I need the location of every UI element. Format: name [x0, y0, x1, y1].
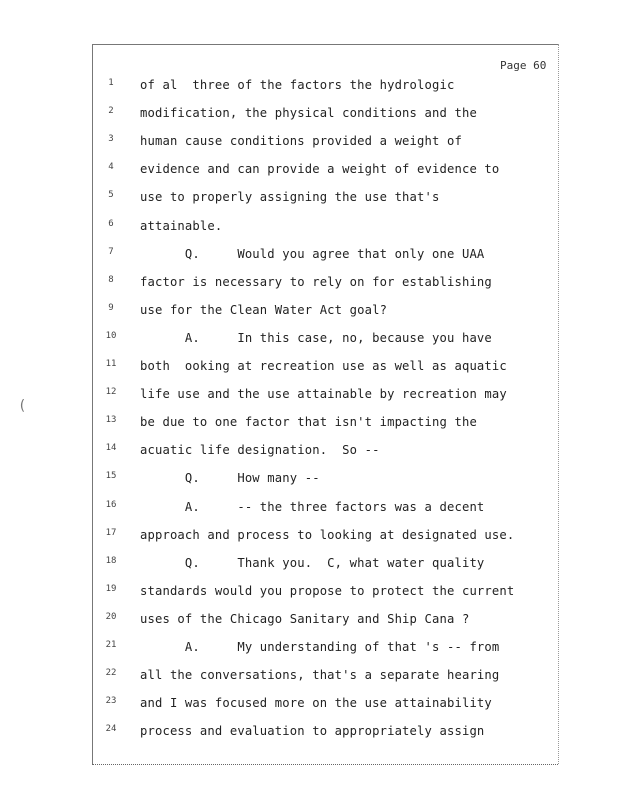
line-text: evidence and can provide a weight of evidence to [140, 162, 500, 177]
line-text: approach and process to looking at designated use. [140, 527, 515, 542]
line-number: 6 [108, 218, 114, 229]
line-number: 14 [105, 443, 117, 454]
line-number: 13 [105, 415, 117, 426]
transcript-line [100, 106, 555, 126]
line-text: all the conversations, that's a separate hearing [140, 668, 500, 683]
line-text: Q. How many -- [140, 471, 320, 486]
top-border [92, 44, 558, 45]
transcript-line [100, 500, 555, 520]
transcript-line [100, 584, 555, 604]
transcript-line [100, 443, 555, 463]
line-number: 10 [105, 330, 117, 341]
line-number: 1 [108, 78, 114, 88]
margin-mark: ( [18, 398, 27, 414]
transcript-line [100, 668, 555, 688]
transcript-line [100, 724, 555, 744]
line-number: 5 [108, 190, 114, 201]
line-number: 2 [108, 106, 114, 117]
line-number: 22 [105, 668, 117, 679]
line-number: 17 [105, 527, 117, 538]
line-number: 7 [108, 246, 114, 257]
transcript-line [100, 640, 555, 660]
right-margin-rule [558, 44, 559, 764]
line-number: 21 [105, 640, 117, 650]
line-number: 19 [105, 583, 117, 594]
line-number: 16 [105, 499, 117, 510]
transcript-line [100, 331, 555, 351]
transcript-line [100, 78, 555, 98]
line-text: A. In this case, no, because you have [140, 330, 492, 345]
line-text: acuatic life designation. So -- [140, 443, 380, 458]
transcript-line [100, 359, 555, 379]
line-number: 4 [108, 162, 114, 173]
line-text: attainable. [140, 218, 223, 233]
line-text: both ooking at recreation use as well as aquatic [140, 359, 507, 373]
transcript-line [100, 387, 555, 407]
transcript-line [100, 612, 555, 632]
line-number: 18 [105, 555, 117, 566]
line-text: process and evaluation to appropriately assign [140, 724, 485, 739]
transcript-line [100, 528, 555, 548]
transcript-line [100, 190, 555, 210]
transcript-line [100, 556, 555, 576]
line-number: 9 [108, 302, 114, 313]
line-text: standards would you propose to protect the current [140, 583, 515, 598]
line-text: Q. Would you agree that only one UAA [140, 246, 485, 261]
line-number: 11 [105, 359, 117, 369]
line-number: 20 [105, 611, 117, 622]
bottom-border [92, 764, 558, 765]
line-number: 23 [105, 696, 117, 707]
line-text: and I was focused more on the use attainability [140, 696, 492, 711]
left-margin-rule [92, 44, 93, 764]
line-text: life use and the use attainable by recreation may [140, 387, 507, 402]
page-number: Page 60 [500, 59, 547, 72]
transcript-line [100, 219, 555, 239]
transcript-line [100, 303, 555, 323]
line-text: uses of the Chicago Sanitary and Ship Cana ? [140, 611, 470, 626]
line-text: A. My understanding of that 's -- from [140, 640, 500, 654]
transcript-line [100, 275, 555, 295]
line-text: A. -- the three factors was a decent [140, 499, 485, 514]
line-text: human cause conditions provided a weight of [140, 134, 462, 149]
line-number: 15 [105, 471, 117, 482]
transcript-line [100, 247, 555, 267]
line-number: 3 [108, 134, 114, 145]
transcript-line [100, 134, 555, 154]
line-text: use for the Clean Water Act goal? [140, 302, 388, 317]
line-text: of al three of the factors the hydrologic [140, 78, 455, 92]
transcript-line [100, 696, 555, 716]
line-number: 12 [105, 387, 117, 398]
line-text: modification, the physical conditions and the [140, 106, 477, 121]
line-text: Q. Thank you. C, what water quality [140, 555, 485, 570]
line-text: use to properly assigning the use that's [140, 190, 440, 205]
transcript-line [100, 415, 555, 435]
transcript-line [100, 471, 555, 491]
line-text: factor is necessary to rely on for establishing [140, 274, 492, 289]
line-text: be due to one factor that isn't impacting the [140, 415, 477, 430]
line-number: 8 [108, 274, 114, 285]
line-number: 24 [105, 724, 117, 735]
transcript-line [100, 162, 555, 182]
